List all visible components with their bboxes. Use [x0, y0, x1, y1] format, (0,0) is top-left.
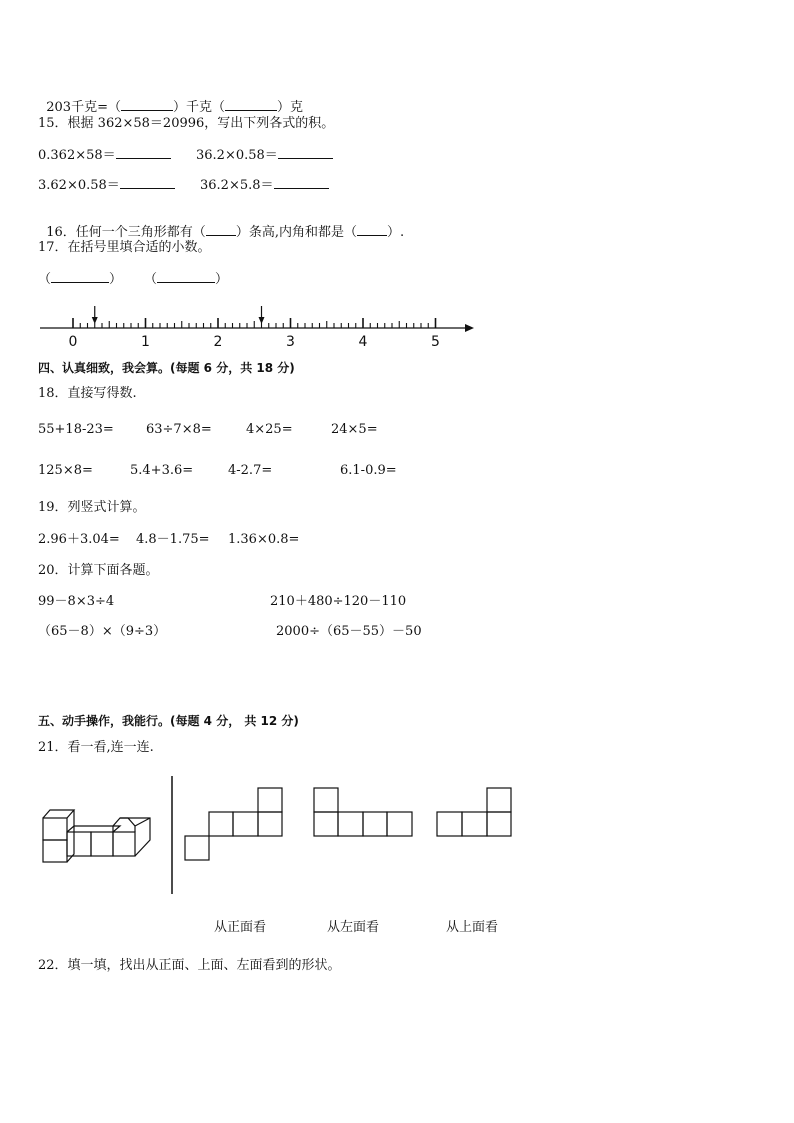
q20-title: 20．计算下面各题。 [38, 563, 159, 578]
q18-expr-2: 63÷7×8= [146, 422, 212, 437]
q20-expr-3: （65－8）×（9÷3） [38, 624, 167, 639]
tick-label: 0 [68, 334, 78, 350]
q18-expr-6: 5.4+3.6= [130, 463, 194, 478]
q17-paren-right-1: ） [109, 272, 123, 287]
view-label-top: 从上面看 [446, 920, 499, 935]
tick-label: 5 [431, 334, 440, 350]
view-shape-3 [437, 788, 511, 836]
section-5-title: 五、动手操作，我能行。(每题 4 分， 共 12 分) [38, 714, 299, 728]
cube-edge [135, 818, 150, 826]
view-label-front: 从正面看 [214, 920, 267, 935]
q20-expr-1: 99－8×3÷4 [38, 594, 115, 609]
q17-title: 17．在括号里填合适的小数。 [38, 240, 211, 255]
tick-label: 4 [358, 334, 368, 350]
q16-text-c: ）. [386, 225, 405, 240]
cube-top [67, 826, 120, 832]
tick-label: 2 [213, 334, 223, 350]
cube-raised [113, 818, 150, 856]
q15-title: 15．根据 362×58＝20996，写出下列各式的积。 [38, 116, 335, 131]
q18-title: 18．直接写得数. [38, 386, 137, 401]
q20-expr-2: 210＋480÷120－110 [270, 594, 407, 609]
q20-expr-4: 2000÷（65－55）－50 [276, 624, 422, 639]
q21-title: 21．看一看,连一连. [38, 740, 154, 755]
q14-text-b: ）千克（ [172, 100, 225, 115]
cube [43, 840, 67, 862]
cube-top [43, 810, 74, 818]
q22-title: 22．填一填，找出从正面、上面、左面看到的形状。 [38, 958, 341, 973]
cube [67, 832, 91, 856]
q18-expr-7: 4-2.7= [228, 463, 273, 478]
q18-expr-5: 125×8= [38, 463, 93, 478]
q15-expr-4-text: 36.2×5.8＝ [200, 178, 274, 193]
view-shape-2 [314, 788, 412, 836]
q14-text-a: 203千克=（ [46, 100, 121, 115]
q14-text-c: ）克 [277, 100, 304, 115]
tick-label: 3 [286, 334, 295, 350]
view-label-left: 从左面看 [327, 920, 380, 935]
section-4-title: 四、认真细致，我会算。(每题 6 分，共 18 分) [38, 361, 295, 375]
q18-expr-3: 4×25= [246, 422, 293, 437]
cube-stack-figure [43, 810, 150, 862]
view-shape-1 [185, 788, 282, 860]
q17-paren-left-1: （ [38, 272, 52, 287]
q15-expr-1-text: 0.362×58＝ [38, 148, 116, 163]
q17-paren-left-2: （ [144, 272, 158, 287]
q18-expr-4: 24×5= [331, 422, 378, 437]
q15-expr-2-text: 36.2×0.58＝ [196, 148, 278, 163]
cube [43, 818, 67, 840]
cube-side [67, 810, 74, 862]
q19-expr-2: 4.8－1.75= [136, 532, 210, 547]
cube [113, 832, 135, 856]
q18-expr-8: 6.1-0.9= [340, 463, 397, 478]
q16-text-b: ）条高,内角和都是（ [235, 225, 357, 240]
tick-label: 1 [141, 334, 150, 350]
q19-title: 19．列竖式计算。 [38, 500, 146, 515]
q18-expr-1: 55+18-23= [38, 422, 114, 437]
q19-expr-3: 1.36×0.8= [228, 532, 300, 547]
cube-edge [120, 818, 135, 832]
q16-text-a: 16．任何一个三角形都有（ [46, 225, 206, 240]
cube [91, 832, 113, 856]
q17-paren-right-2: ） [215, 272, 229, 287]
q15-expr-3-text: 3.62×0.58＝ [38, 178, 120, 193]
q19-expr-1: 2.96＋3.04= [38, 532, 120, 547]
